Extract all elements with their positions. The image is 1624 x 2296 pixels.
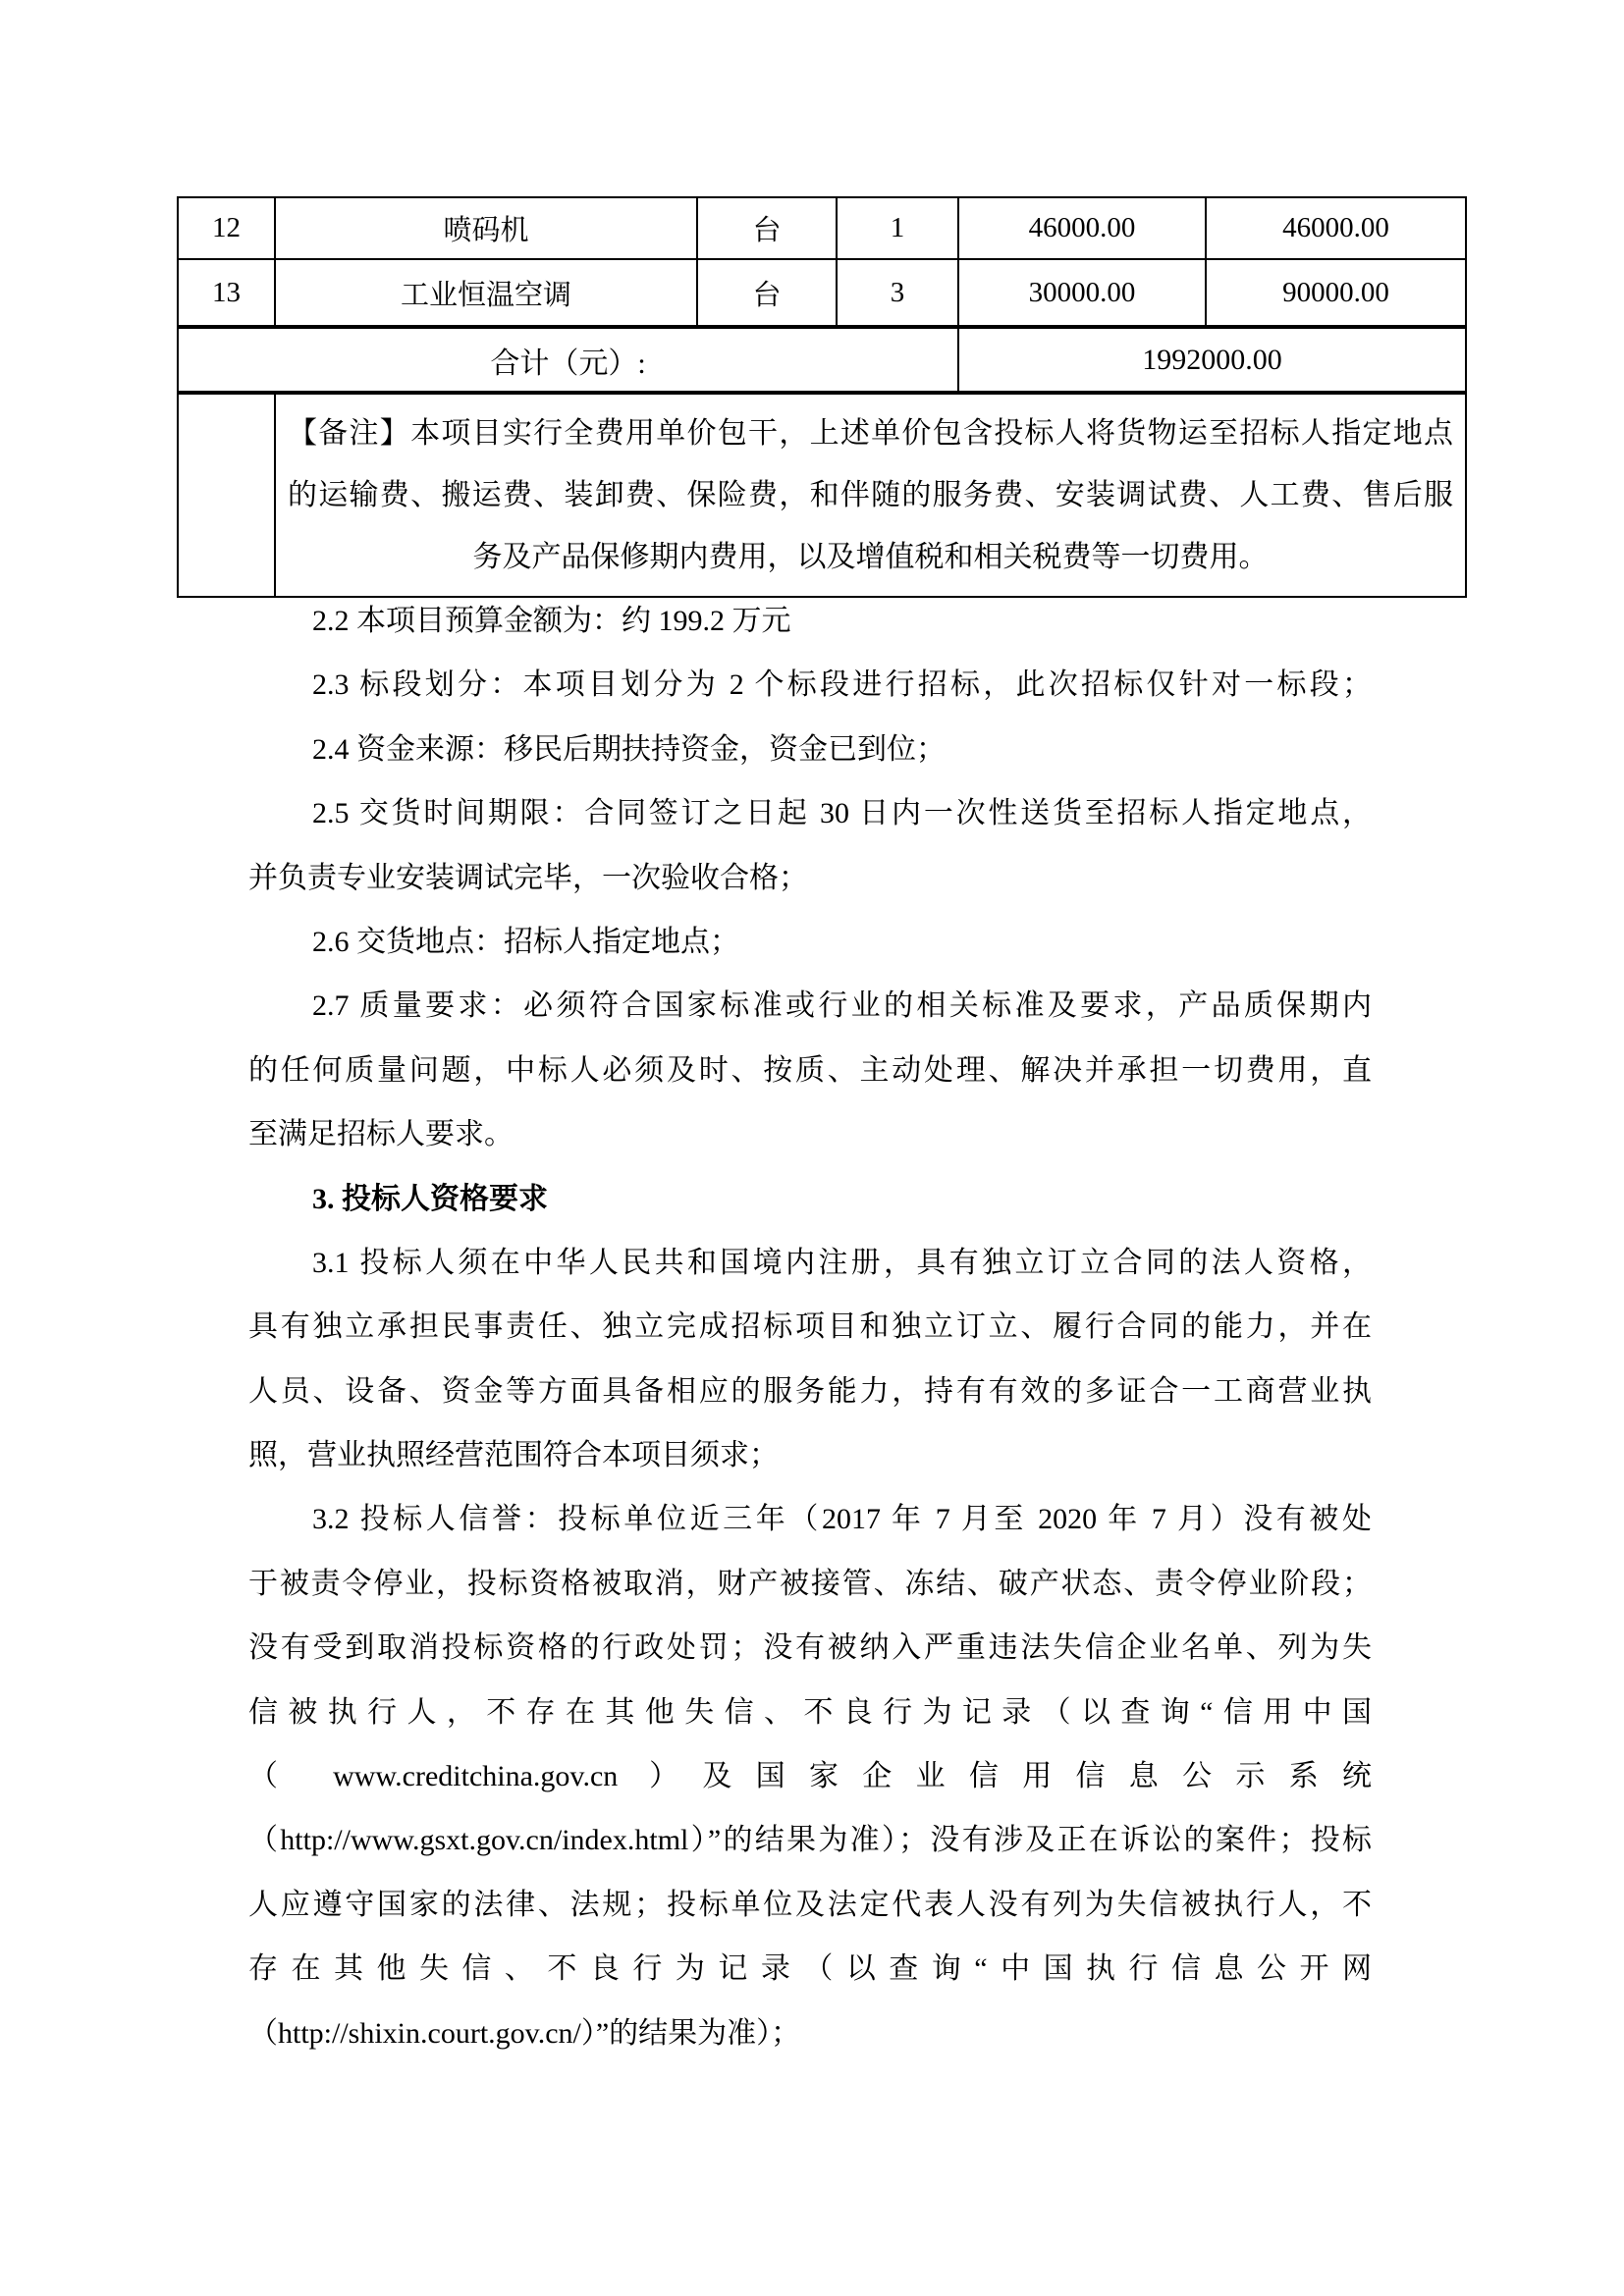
remark-row <box>178 393 1466 597</box>
table-cell: 1 <box>837 197 958 259</box>
body-line: 人应遵守国家的法律、法规；投标单位及法定代表人没有列为失信被执行人，不 <box>248 1888 1372 1921</box>
remark-empty-cell <box>178 393 275 597</box>
remark-line: 【备注】本项目实行全费用单价包干，上述单价包含投标人将货物运至招标人指定地点 <box>288 417 1453 450</box>
remark-line: 的运输费、搬运费、装卸费、保险费，和伴随的服务费、安装调试费、人工费、售后服 <box>288 479 1453 511</box>
table-cell: 3 <box>837 259 958 327</box>
body-line: 于被责令停业，投标资格被取消，财产被接管、冻结、破产状态、责令停业阶段； <box>248 1567 1372 1600</box>
total-row <box>178 327 1466 393</box>
remark-text <box>288 402 1453 588</box>
body-line: 2.6 交货地点：招标人指定地点； <box>312 925 739 958</box>
body-line: 2.2 本项目预算金额为：约 199.2 万元 <box>312 605 791 637</box>
body-line: 并负责专业安装调试完毕，一次验收合格； <box>248 861 808 894</box>
remark-line: 务及产品保修期内费用，以及增值税和相关税费等一切费用。 <box>472 541 1269 573</box>
table-row <box>178 259 1466 327</box>
body-line: 3.2 投标人信誉：投标单位近三年（2017 年 7 月至 2020 年 7 月）没有被处 <box>312 1503 1372 1536</box>
body-line: 至满足招标人要求。 <box>248 1118 514 1151</box>
body-text <box>248 589 1372 2065</box>
body-line: （http://www.gsxt.gov.cn/index.html）”的结果为准）；没有涉及正在诉讼的案件；投标 <box>248 1824 1372 1857</box>
body-line: 具有独立承担民事责任、独立完成招标项目和独立订立、履行合同的能力，并在 <box>248 1310 1372 1344</box>
table-cell: 90000.00 <box>1206 259 1466 327</box>
total-label: 合计（元）: <box>178 327 958 393</box>
table-row <box>178 197 1466 259</box>
section-heading: 3. 投标人资格要求 <box>312 1182 548 1215</box>
table-cell: 台 <box>697 259 837 327</box>
table-cell: 46000.00 <box>958 197 1206 259</box>
table-cell: 13 <box>178 259 275 327</box>
table-cell: 台 <box>697 197 837 259</box>
total-value: 1992000.00 <box>958 327 1466 393</box>
body-line: （ www.creditchina.gov.cn ）及国家企业信用信息公示系统 <box>248 1760 1372 1793</box>
table-cell: 46000.00 <box>1206 197 1466 259</box>
body-line: 人员、设备、资金等方面具备相应的服务能力，持有有效的多证合一工商营业执 <box>248 1374 1372 1408</box>
table-cell: 工业恒温空调 <box>275 259 697 327</box>
body-line: 3.1 投标人须在中华人民共和国境内注册，具有独立订立合同的法人资格， <box>312 1246 1372 1279</box>
body-line: 存在其他失信、不良行为记录（以查询“中国执行信息公开网 <box>248 1952 1372 1986</box>
items-table-body <box>178 197 1466 327</box>
body-line: 的任何质量问题，中标人必须及时、按质、主动处理、解决并承担一切费用，直 <box>248 1053 1372 1087</box>
body-line: 信被执行人，不存在其他失信、不良行为记录（以查询“信用中国 <box>248 1695 1372 1729</box>
body-line: （http://shixin.court.gov.cn/）”的结果为准）； <box>248 2016 801 2050</box>
body-line: 2.4 资金来源：移民后期扶持资金，资金已到位； <box>312 732 946 766</box>
table-cell: 12 <box>178 197 275 259</box>
table-cell: 30000.00 <box>958 259 1206 327</box>
body-line: 照，营业执照经营范围符合本项目须求； <box>248 1439 779 1472</box>
body-line: 没有受到取消投标资格的行政处罚；没有被纳入严重违法失信企业名单、列为失 <box>248 1631 1372 1665</box>
table-cell: 喷码机 <box>275 197 697 259</box>
body-line: 2.7 质量要求：必须符合国家标准或行业的相关标准及要求，产品质保期内 <box>312 989 1372 1023</box>
body-line: 2.5 交货时间期限：合同签订之日起 30 日内一次性送货至招标人指定地点， <box>312 797 1372 830</box>
body-line: 2.3 标段划分：本项目划分为 2 个标段进行招标，此次招标仅针对一标段； <box>312 668 1372 702</box>
items-table <box>177 196 1467 598</box>
remark-cell <box>275 393 1466 597</box>
